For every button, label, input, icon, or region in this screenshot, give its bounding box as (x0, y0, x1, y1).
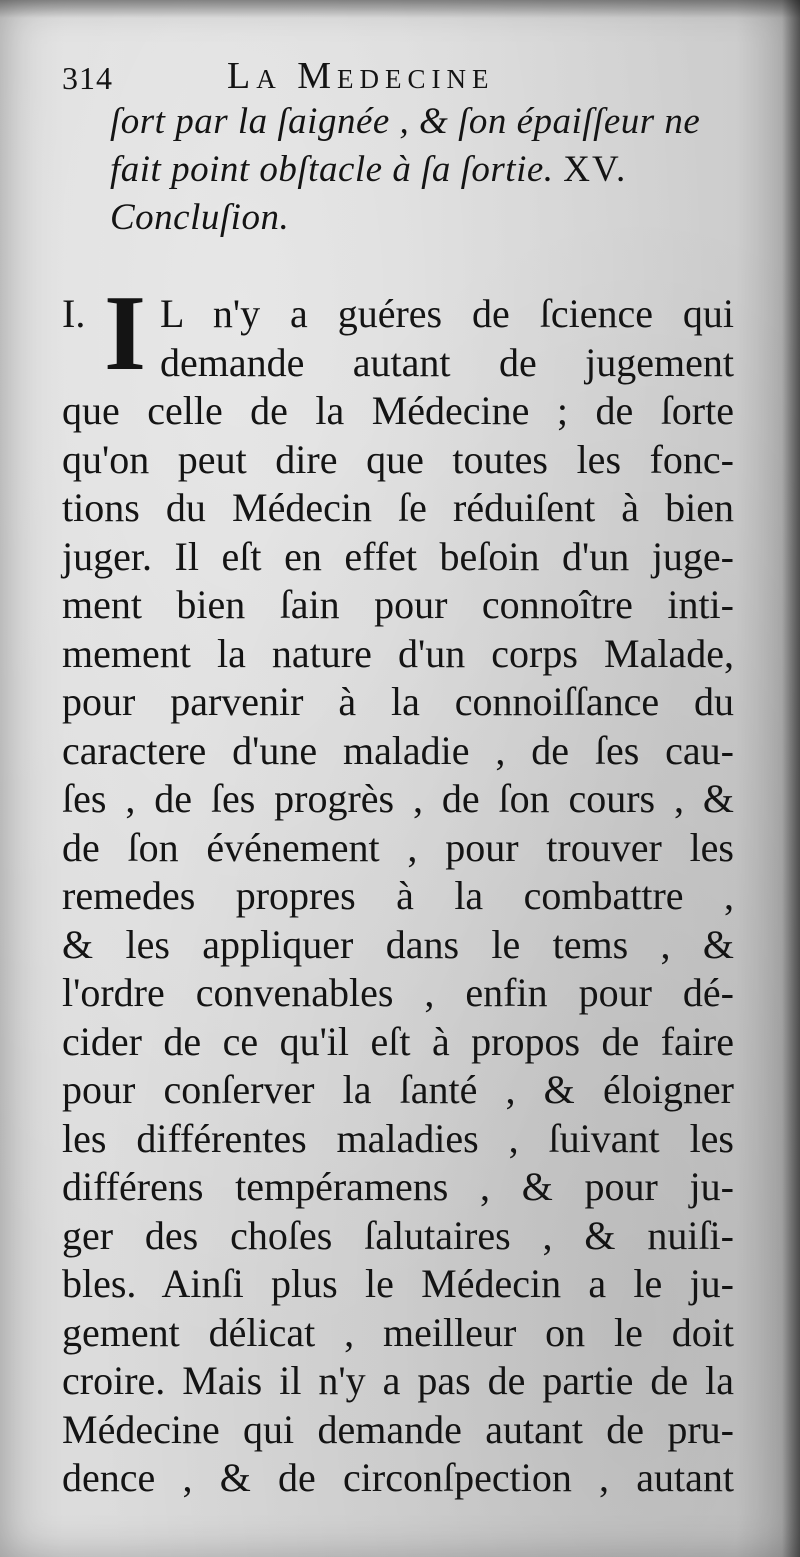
paragraph-line: ſes , de ſes progrès , de ſon cours , & (62, 776, 734, 821)
paragraph-line: ment bien ſain pour connoître inti- (62, 582, 734, 627)
paragraph-line: cider de ce qu'il eſt à propos de faire (62, 1018, 734, 1064)
page-edge-shadow (782, 0, 800, 1557)
paragraph-line: Médecine qui demande autant de pru- (62, 1406, 734, 1452)
paragraph-line: pour parvenir à la connoiſſance du (62, 679, 734, 724)
paragraph-line: mement la nature d'un corps Malade, (62, 630, 734, 676)
chapter-summary (110, 98, 734, 242)
paragraph-line: remedes propres à la combattre , (62, 873, 734, 918)
paragraph-line: demande autant de jugement (160, 339, 734, 385)
paragraph-line: différens tempéramens , & pour ju- (62, 1164, 734, 1209)
drop-cap: I (104, 274, 147, 393)
running-head (62, 40, 734, 98)
paragraph-line: dence , & de circonſpection , autant (62, 1455, 734, 1500)
summary-roman-numeral: XV. (563, 149, 628, 190)
paragraph-line: pour conſerver la ſanté , & éloigner (62, 1067, 734, 1112)
page-top-shadow (0, 0, 800, 18)
summary-line-text: fait point obſtacle à ſa ſortie. (110, 149, 554, 190)
paragraph-line: L n'y a guéres de ſcience qui (160, 291, 734, 336)
paragraph-line: qu'on peut dire que toutes les fonc- (62, 436, 734, 482)
section-number: I. (62, 291, 86, 336)
section-paragraph (62, 274, 734, 1503)
paragraph-line: juger. Il eſt en effet beſoin d'un juge- (62, 533, 734, 579)
paragraph-line: les différentes maladies , ſuivant les (62, 1115, 734, 1161)
summary-line: ſort par la ſaignée , & ſon épaiſſeur ne (110, 101, 701, 142)
paragraph-line: ger des choſes ſalutaires , & nuiſi- (62, 1212, 734, 1258)
paragraph-line: de ſon événement , pour trouver les (62, 824, 734, 870)
page-number: 314 (62, 60, 113, 96)
paragraph-line: caractere d'une maladie , de ſes cau- (62, 727, 734, 773)
paragraph-line: gement délicat , meilleur on le doit (62, 1309, 734, 1355)
paragraph-line: bles. Ainſi plus le Médecin a le ju- (62, 1261, 734, 1306)
paragraph-line: croire. Mais il n'y a pas de partie de la (62, 1358, 734, 1403)
paragraph-line: & les appliquer dans le tems , & (62, 921, 734, 967)
paragraph-line: l'ordre convenables , enfin pour dé- (62, 970, 734, 1015)
paragraph-line: tions du Médecin ſe réduiſent à bien (62, 485, 734, 530)
running-title: La Medecine (227, 55, 495, 97)
paragraph-line: que celle de la Médecine ; de ſorte (62, 388, 734, 433)
text-block (62, 40, 734, 1503)
summary-line: Concluſion. (110, 197, 290, 238)
summary-line (110, 146, 734, 194)
